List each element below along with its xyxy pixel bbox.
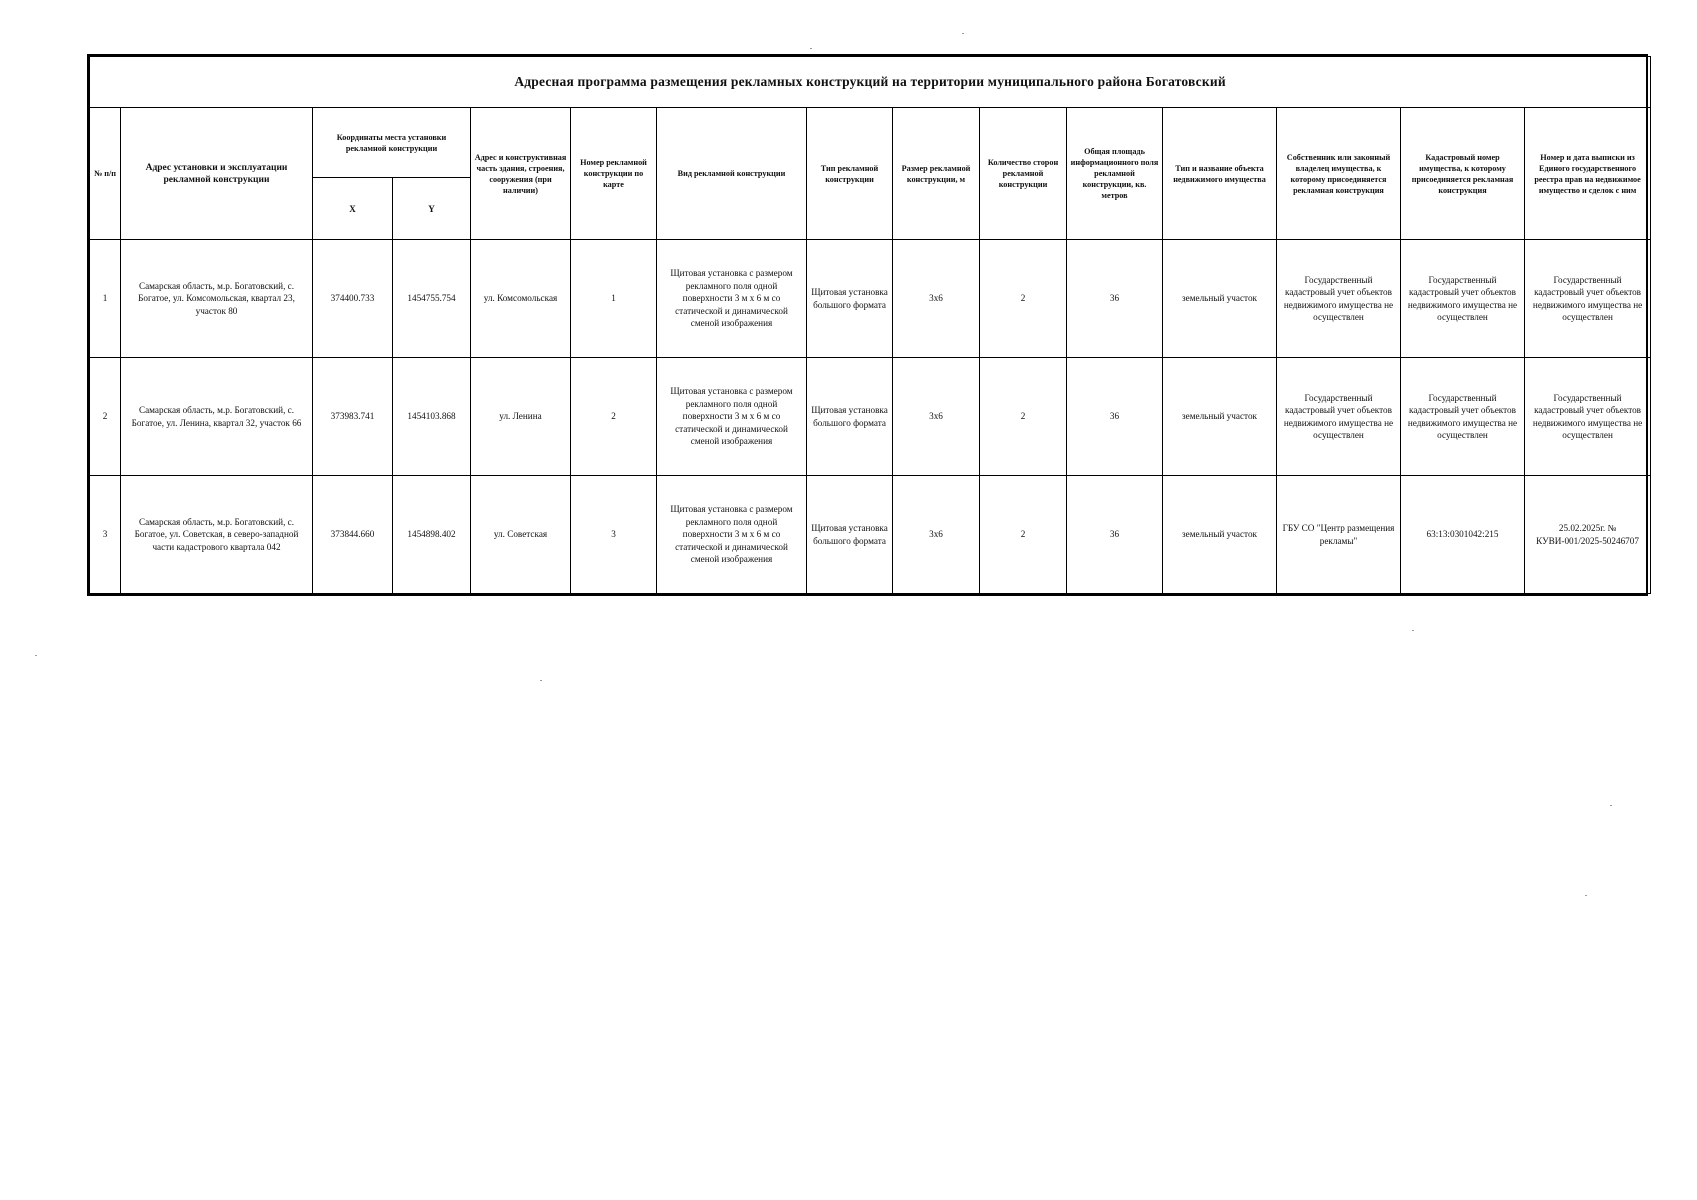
cell-map-number: 3: [571, 476, 657, 594]
cell-owner: Государственный кадастровый учет объектов недвижимого имущества не осуществлен: [1277, 358, 1401, 476]
header-object: Тип и название объекта недвижимого имущества: [1163, 108, 1277, 240]
table-row: [90, 476, 1651, 594]
cell-cadastral: 63:13:0301042:215: [1401, 476, 1525, 594]
table-row: [90, 240, 1651, 358]
scan-speck: [35, 655, 37, 656]
header-size: Размер рекламной конструкции, м: [893, 108, 980, 240]
cell-address: Самарская область, м.р. Богатовский, с. Богатое, ул. Советская, в северо-западной части кадастрового квартала 042: [121, 476, 313, 594]
cell-address: Самарская область, м.р. Богатовский, с. Богатое, ул. Комсомольская, квартал 23, участок 80: [121, 240, 313, 358]
cell-building: ул. Советская: [471, 476, 571, 594]
table-row: [90, 358, 1651, 476]
cell-registry: Государственный кадастровый учет объектов недвижимого имущества не осуществлен: [1525, 358, 1651, 476]
cell-building: ул. Комсомольская: [471, 240, 571, 358]
cell-size: 3х6: [893, 358, 980, 476]
cell-kind: Щитовая установка с размером рекламного поля одной поверхности 3 м х 6 м со статической и динамической сменой изображения: [657, 476, 807, 594]
cell-area: 36: [1067, 358, 1163, 476]
cell-cadastral: Государственный кадастровый учет объектов недвижимого имущества не осуществлен: [1401, 240, 1525, 358]
header-cadastral: Кадастровый номер имущества, к которому присоединяется рекламная конструкция: [1401, 108, 1525, 240]
scan-speck: [810, 48, 812, 49]
cell-num: 1: [90, 240, 121, 358]
cell-kind: Щитовая установка с размером рекламного поля одной поверхности 3 м х 6 м со статической и динамической сменой изображения: [657, 358, 807, 476]
cell-owner: ГБУ СО "Центр размещения рекламы": [1277, 476, 1401, 594]
document-title: Адресная программа размещения рекламных конструкций на территории муниципального района Богатовский: [90, 57, 1651, 108]
cell-y: 1454103.868: [393, 358, 471, 476]
cell-x: 374400.733: [313, 240, 393, 358]
cell-x: 373844.660: [313, 476, 393, 594]
cell-type: Щитовая установка большого формата: [807, 476, 893, 594]
cell-type: Щитовая установка большого формата: [807, 240, 893, 358]
cell-area: 36: [1067, 240, 1163, 358]
header-address: Адрес установки и эксплуатации рекламной конструкции: [121, 108, 313, 240]
cell-area: 36: [1067, 476, 1163, 594]
header-registry: Номер и дата выписки из Единого государственного реестра прав на недвижимое имущество и сделок с ним: [1525, 108, 1651, 240]
cell-sides: 2: [980, 358, 1067, 476]
header-num: № п/п: [90, 108, 121, 240]
header-building: Адрес и конструктивная часть здания, строения, сооружения (при наличии): [471, 108, 571, 240]
cell-x: 373983.741: [313, 358, 393, 476]
cell-registry: 25.02.2025г. № КУВИ-001/2025-50246707: [1525, 476, 1651, 594]
cell-cadastral: Государственный кадастровый учет объектов недвижимого имущества не осуществлен: [1401, 358, 1525, 476]
document-sheet: [87, 54, 1648, 596]
scan-speck: [1412, 630, 1414, 631]
cell-sides: 2: [980, 476, 1067, 594]
scan-speck: [1610, 805, 1612, 806]
cell-owner: Государственный кадастровый учет объектов недвижимого имущества не осуществлен: [1277, 240, 1401, 358]
header-y: Y: [393, 178, 471, 240]
cell-size: 3х6: [893, 240, 980, 358]
cell-object: земельный участок: [1163, 476, 1277, 594]
header-map-number: Номер рекламной конструкции по карте: [571, 108, 657, 240]
cell-size: 3х6: [893, 476, 980, 594]
cell-sides: 2: [980, 240, 1067, 358]
header-sides: Количество сторон рекламной конструкции: [980, 108, 1067, 240]
scan-speck: [1585, 895, 1587, 896]
cell-building: ул. Ленина: [471, 358, 571, 476]
header-coordinates: Координаты места установки рекламной конструкции: [313, 108, 471, 178]
cell-type: Щитовая установка большого формата: [807, 358, 893, 476]
cell-num: 3: [90, 476, 121, 594]
header-area: Общая площадь информационного поля рекламной конструкции, кв. метров: [1067, 108, 1163, 240]
cell-map-number: 1: [571, 240, 657, 358]
cell-map-number: 2: [571, 358, 657, 476]
header-type: Тип рекламной конструкции: [807, 108, 893, 240]
cell-num: 2: [90, 358, 121, 476]
header-owner: Собственник или законный владелец имущества, к которому присоединяется рекламная конструкция: [1277, 108, 1401, 240]
cell-kind: Щитовая установка с размером рекламного поля одной поверхности 3 м х 6 м со статической и динамической сменой изображения: [657, 240, 807, 358]
cell-registry: Государственный кадастровый учет объектов недвижимого имущества не осуществлен: [1525, 240, 1651, 358]
header-x: X: [313, 178, 393, 240]
advertising-program-table: [89, 56, 1651, 594]
header-kind: Вид рекламной конструкции: [657, 108, 807, 240]
cell-object: земельный участок: [1163, 240, 1277, 358]
cell-y: 1454898.402: [393, 476, 471, 594]
cell-object: земельный участок: [1163, 358, 1277, 476]
scan-speck: [962, 33, 964, 34]
cell-y: 1454755.754: [393, 240, 471, 358]
cell-address: Самарская область, м.р. Богатовский, с. Богатое, ул. Ленина, квартал 32, участок 66: [121, 358, 313, 476]
scan-speck: [540, 680, 542, 681]
